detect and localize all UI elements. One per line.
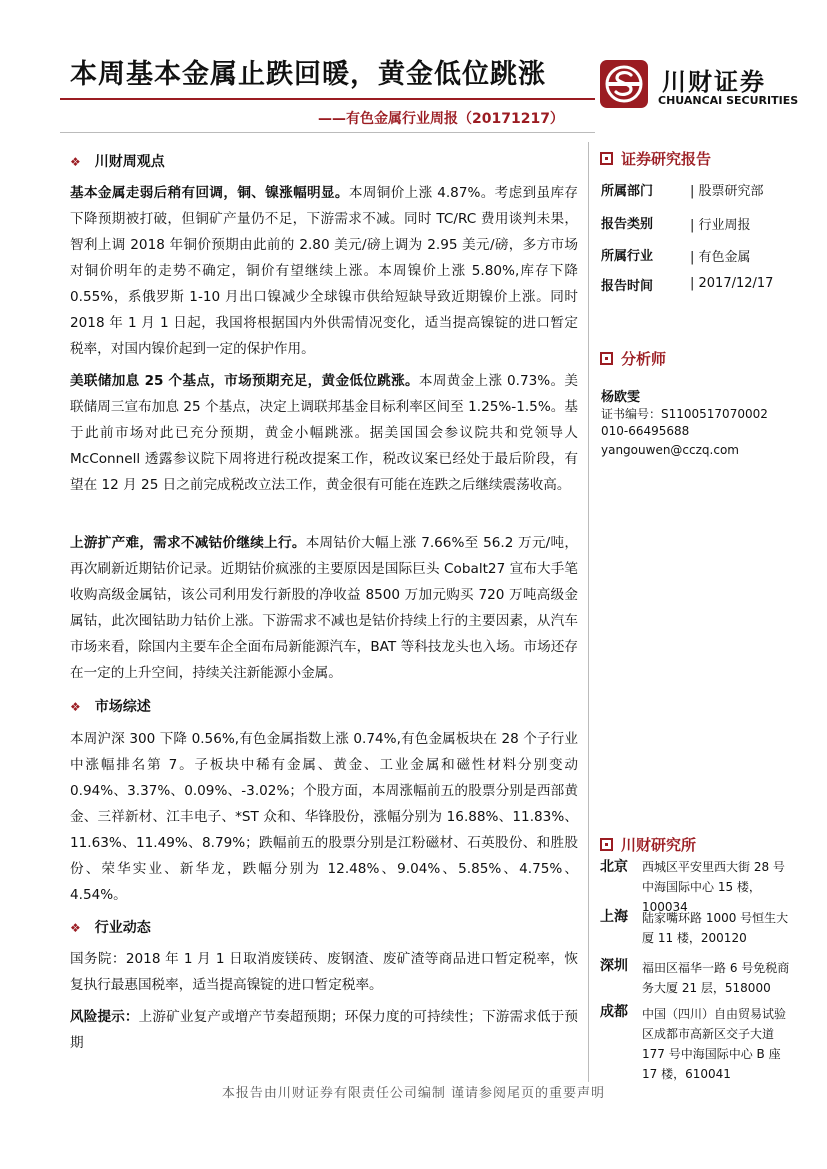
chuancai-logo-icon [600, 60, 648, 108]
paragraph-cobalt [70, 530, 578, 686]
report-subtitle: ——有色金属行业周报（20171217） [318, 111, 564, 127]
analyst-phone: 010-66495688 [601, 424, 690, 438]
paragraph-lead: 美联储加息 25 个基点，市场预期充足，黄金低位跳涨。 [70, 373, 419, 389]
meta-value: | 行业周报 [690, 218, 751, 233]
analyst-license: 证书编号：S1100517070002 [601, 407, 768, 421]
meta-key: 报告类别 [601, 217, 654, 232]
analyst-email[interactable]: yangouwen@cczq.com [601, 443, 739, 457]
diamond-bullet-icon: ❖ [70, 921, 81, 935]
column-divider [588, 142, 589, 1082]
paragraph-copper-nickel [70, 180, 578, 362]
meta-key: 所属部门 [601, 184, 654, 199]
logo-en-name: CHUANCAI SECURITIES [658, 94, 799, 107]
office-city: 上海 [600, 909, 628, 925]
section-heading-view: ❖ 川财周观点 [70, 154, 165, 170]
paragraph-risk [70, 1004, 578, 1056]
sidebar-heading-report: 证券研究报告 [600, 148, 711, 169]
paragraph-market: 本周沪深 300 下降 0.56%,有色金属指数上涨 0.74%,有色金属板块在 28 个子行业中涨幅排名第 7。子板块中稀有金属、黄金、工业金属和磁性材料分别变动 0.94%、3.37%、0.09%、-3.02%；个股方面，本周涨幅前五的股票分别是西部黄金、三祥新材、江丰电子、*ST 众和、华锋股份，涨幅分别为 16.88%、11.83%、11.63%、11.49%、8.79%；跌幅前五的股票分别是江粉磁材、石英股份、和胜股份、荣华实业、新华龙，跌幅分别为 12.48%、9.04%、5.85%、4.75%、4.54%。 [70, 731, 578, 903]
office-address: 西城区平安里西大街 28 号中海国际中心 15 楼，100034 [642, 860, 785, 914]
analyst-name: 杨欧雯 [601, 390, 641, 405]
meta-value: | 有色金属 [690, 250, 751, 265]
office-address: 陆家嘴环路 1000 号恒生大厦 11 楼，200120 [642, 911, 789, 945]
diamond-bullet-icon: ❖ [70, 155, 81, 169]
risk-lead: 风险提示： [70, 1009, 139, 1025]
office-city: 深圳 [600, 958, 628, 974]
paragraph-body: 本周钴价大幅上涨 7.66%至 56.2 万元/吨，再次刷新近期钴价记录。近期钴价疯涨的主要原因是国际巨头 Cobalt27 宣布大手笔收购高级金属钴，该公司利用发行新股的净收益 8500 万加元购买 720 万吨高级金属钴，此次囤钴助力钴价上涨。下游需求不减也是钴价持续上行的主要因素，从汽车市场来看，除国内主要车企全面布局新能源汽车，BAT 等科技龙头也入场。市场还存在一定的上升空间，持续关注新能源小金属。 [70, 535, 578, 681]
paragraph-body: 本周铜价上涨 4.87%。考虑到虽库存下降预期被打破，但铜矿产量仍不足，下游需求不减。同时 TC/RC 费用谈判未果，智利上调 2018 年铜价预期由此前的 2.80 美元/磅上调为 2.95 美元/磅，多方市场对铜价明年的走势不确定，铜价有望继续上涨。本周镍价上涨 5.80%,库存下降 0.55%，系俄罗斯 1-10 月出口镍减少全球镍市供给短缺导致近期镍价上涨。同时 2018 年 1 月 1 日起，我国将根据国内外供需情况变化，适当提高镍锭的进口暂定税率，对国内镍价起到一定的保护作用。 [70, 185, 578, 357]
meta-key: 所属行业 [601, 249, 654, 264]
company-logo [600, 60, 799, 112]
risk-body: 上游矿业复产或增产节奏超预期；环保力度的可持续性；下游需求低于预期 [70, 1009, 579, 1051]
meta-key: 报告时间 [601, 279, 654, 294]
square-bullet-icon [600, 352, 613, 365]
paragraph-lead: 上游扩产难，需求不减钴价继续上行。 [70, 535, 306, 551]
sidebar-heading-analyst: 分析师 [600, 348, 666, 369]
paragraph-gold [70, 368, 578, 498]
title-rule [60, 98, 595, 100]
office-address: 福田区福华一路 6 号免税商务大厦 21 层，518000 [642, 961, 790, 995]
subtitle-rule [60, 132, 595, 133]
section-heading-industry: ❖ 行业动态 [70, 920, 151, 936]
page-footer: 本报告由川财证券有限责任公司编制 谨请参阅尾页的重要声明 [221, 1086, 606, 1101]
section-heading-market: ❖ 市场综述 [70, 699, 151, 715]
square-bullet-icon [600, 838, 613, 851]
meta-value: | 2017/12/17 [690, 276, 774, 291]
report-title: 本周基本金属止跌回暖，黄金低位跳涨 [70, 59, 546, 90]
meta-value: | 股票研究部 [690, 184, 764, 199]
office-address: 中国（四川）自由贸易试验区成都市高新区交子大道 177 号中海国际中心 B 座 17 楼，610041 [642, 1007, 787, 1081]
square-bullet-icon [600, 152, 613, 165]
paragraph-lead: 基本金属走弱后稍有回调，铜、镍涨幅明显。 [70, 185, 349, 201]
office-city: 成都 [600, 1004, 628, 1020]
logo-cn-name: 川财证券 [662, 68, 766, 96]
paragraph-industry: 国务院：2018 年 1 月 1 日取消废镁砖、废钢渣、废矿渣等商品进口暂定税率，恢复执行最惠国税率，适当提高镍锭的进口暂定税率。 [70, 951, 578, 993]
paragraph-body: 本周黄金上涨 0.73%。美联储周三宣布加息 25 个基点，决定上调联邦基金目标利率区间至 1.25%-1.5%。基于此前市场对此已充分预期，黄金小幅跳涨。据美国国会参议院共和党领导人 McConnell 透露参议院下周将进行税改提案工作，税改议案已经处于最后阶段，有望在 12 月 25 日之前完成税改立法工作，黄金很有可能在连跌之后继续震荡收高。 [70, 373, 578, 493]
diamond-bullet-icon: ❖ [70, 700, 81, 714]
office-city: 北京 [600, 859, 628, 875]
sidebar-heading-institute: 川财研究所 [600, 834, 696, 855]
